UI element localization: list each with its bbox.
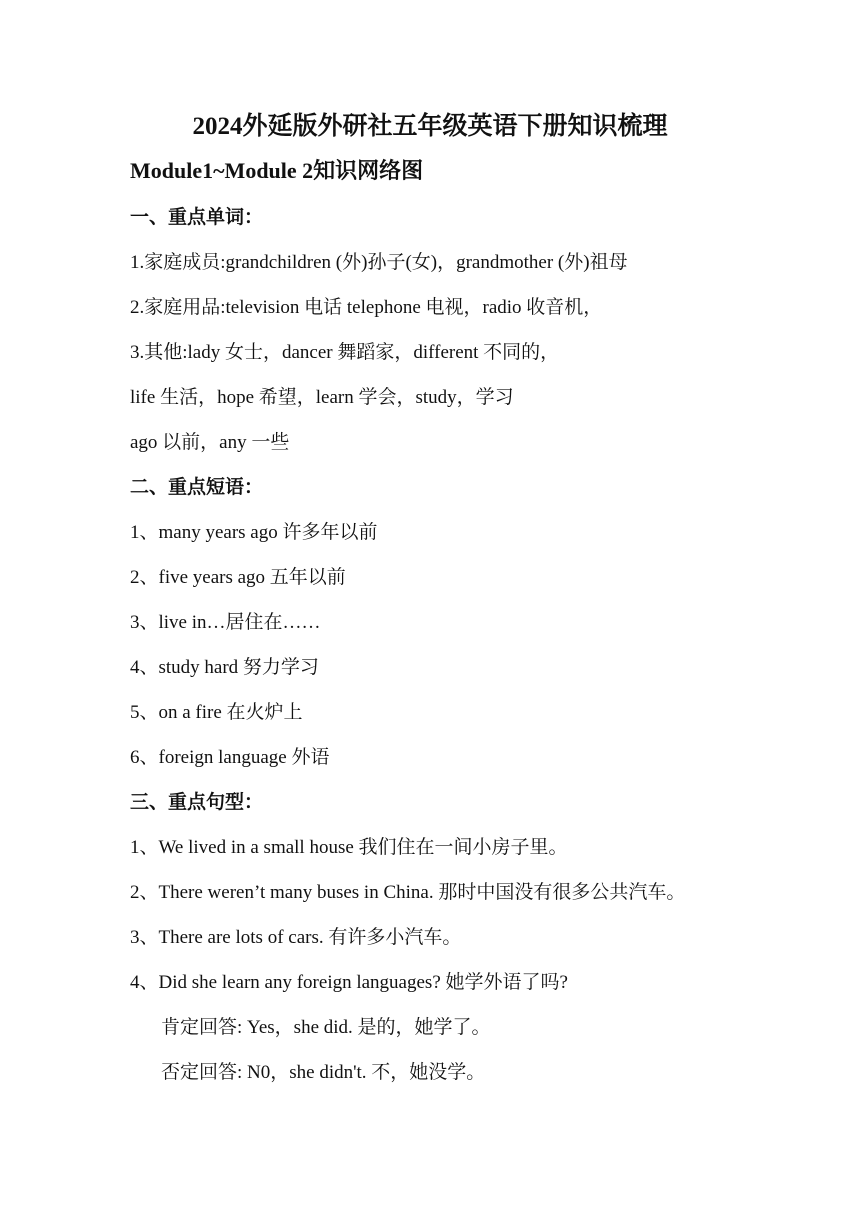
negative-answer: 否定回答: N0，she didn't. 不，她没学。 bbox=[161, 1062, 486, 1083]
word-line: 3.其他:lady 女士，dancer 舞蹈家，different 不同的， bbox=[130, 342, 560, 363]
word-line: life 生活，hope 希望，learn 学会，study，学习 bbox=[130, 387, 514, 408]
affirmative-answer: 肯定回答: Yes，she did. 是的，她学了。 bbox=[161, 1017, 491, 1038]
word-line: 1.家庭成员:grandchildren (外)孙子(女)，grandmother (外)祖母 bbox=[130, 252, 628, 273]
section-heading-words: 一、重点单词： bbox=[130, 207, 264, 228]
word-line: 2.家庭用品:television 电话 telephone 电视，radio 收音机， bbox=[130, 297, 603, 318]
sentence-line: 2、There weren’t many buses in China. 那时中国没有很多公共汽车。 bbox=[130, 882, 686, 903]
phrase-line: 4、study hard 努力学习 bbox=[130, 657, 319, 678]
phrase-line: 2、five years ago 五年以前 bbox=[130, 567, 346, 588]
sentence-line: 1、We lived in a small house 我们住在一间小房子里。 bbox=[130, 837, 568, 858]
word-line: ago 以前，any 一些 bbox=[130, 432, 290, 453]
sentence-line: 3、There are lots of cars. 有许多小汽车。 bbox=[130, 927, 462, 948]
module-subtitle: Module1~Module 2知识网络图 bbox=[130, 158, 424, 183]
phrase-line: 1、many years ago 许多年以前 bbox=[130, 522, 378, 543]
section-heading-sentences: 三、重点句型： bbox=[130, 792, 264, 813]
section-heading-phrases: 二、重点短语： bbox=[130, 477, 264, 498]
document-title: 2024外延版外研社五年级英语下册知识梳理 bbox=[192, 113, 668, 140]
sentence-line: 4、Did she learn any foreign languages? 她学外语了吗? bbox=[130, 972, 568, 993]
phrase-line: 5、on a fire 在火炉上 bbox=[130, 702, 303, 723]
phrase-line: 6、foreign language 外语 bbox=[130, 747, 330, 768]
phrase-line: 3、live in…居住在…… bbox=[130, 612, 321, 633]
